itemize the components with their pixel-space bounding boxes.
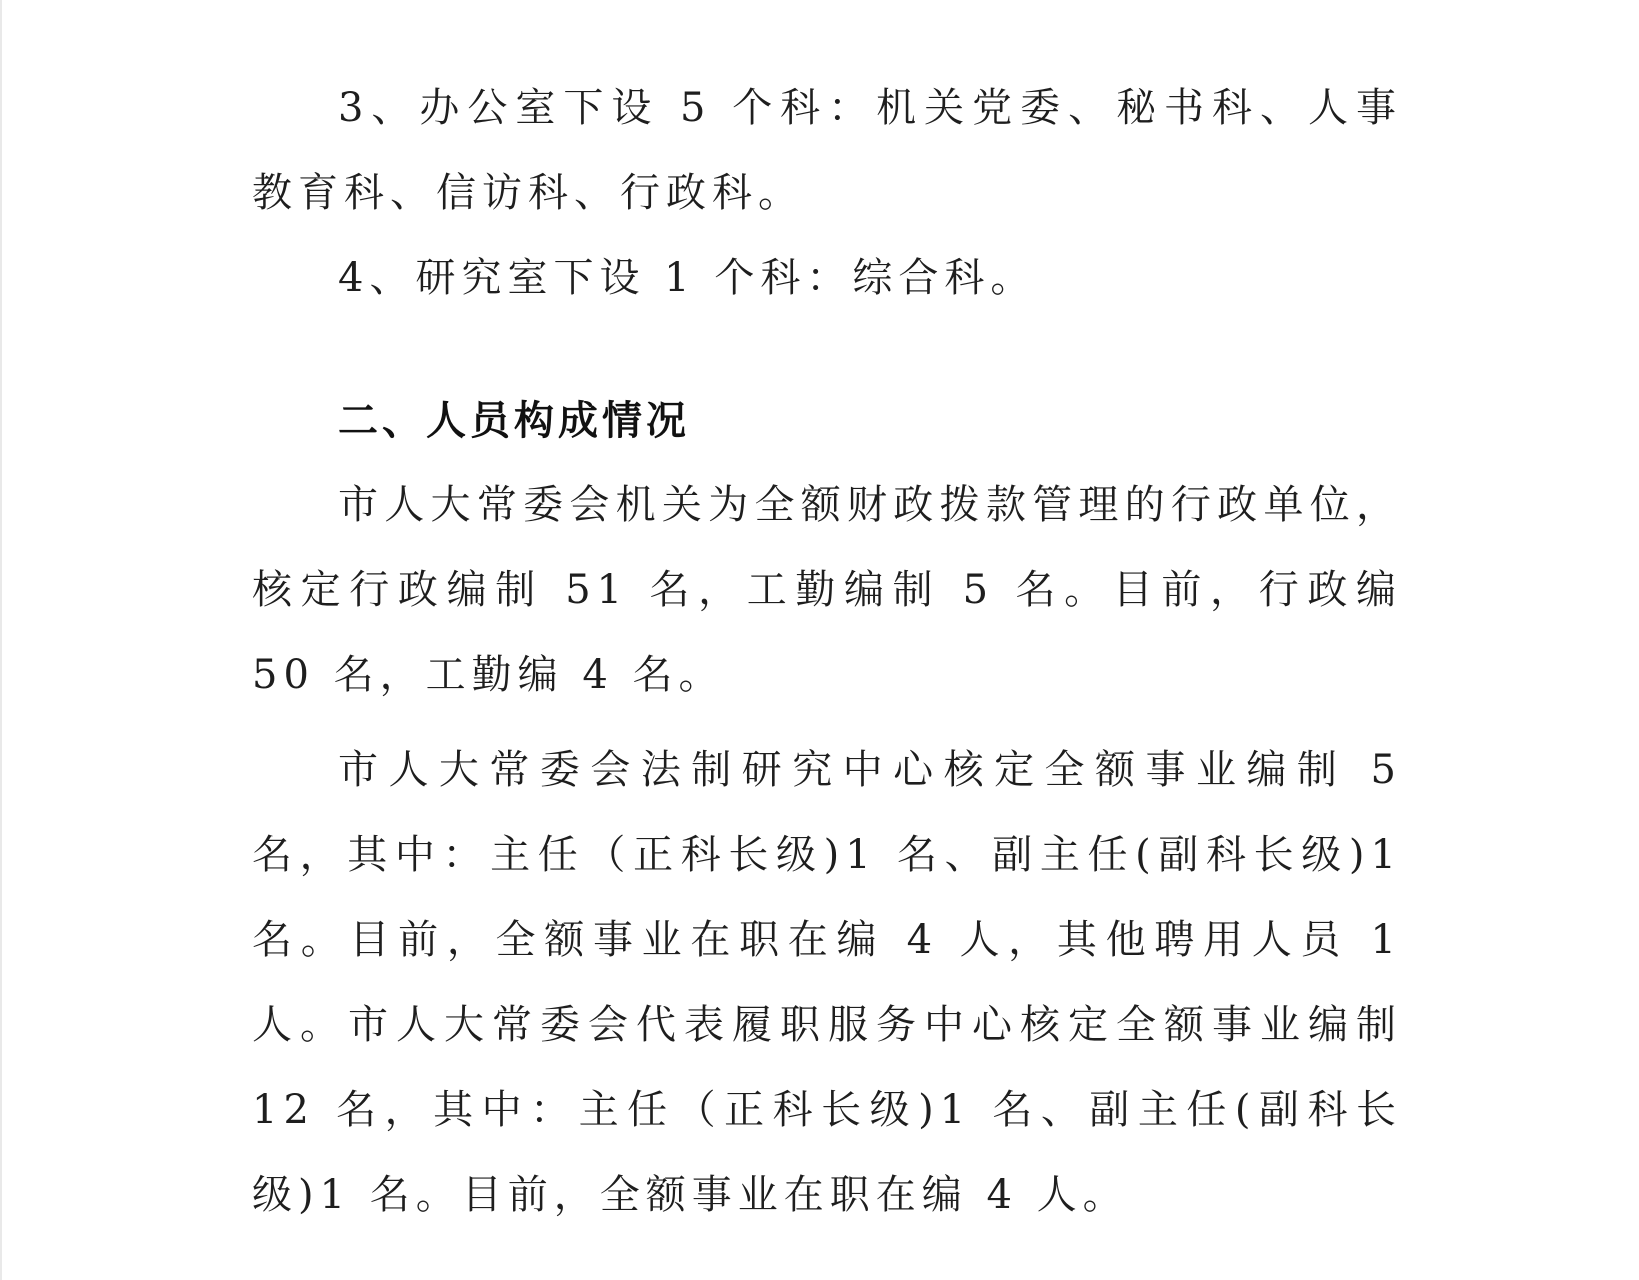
document-body [252,66,1402,1238]
paragraph-admin-staffing: 市人大常委会机关为全额财政拨款管理的行政单位，核定行政编制 51 名，工勤编制 5 名。目前，行政编 50 名，工勤编 4 名。 [252,482,1402,698]
list-item-office-sections: 3、办公室下设 5 个科：机关党委、秘书科、人事教育科、信访科、行政科。 [252,85,1402,216]
paragraph-center-staffing: 市人大常委会法制研究中心核定全额事业编制 5 名，其中：主任（正科长级)1 名、副主任(副科长级)1 名。目前，全额事业在职在编 4 人，其他聘用人员 1 人。市人大常委会代表履职服务中心核定全额事业编制 12 名，其中：主任（正科长级)1 名、副主任(副科长级)1 名。目前，全额事业在职在编 4 人。 [252,747,1402,1218]
list-item-research-sections: 4、研究室下设 1 个科：综合科。 [338,255,1037,301]
section-heading-staff: 二、人员构成情况 [338,398,690,444]
